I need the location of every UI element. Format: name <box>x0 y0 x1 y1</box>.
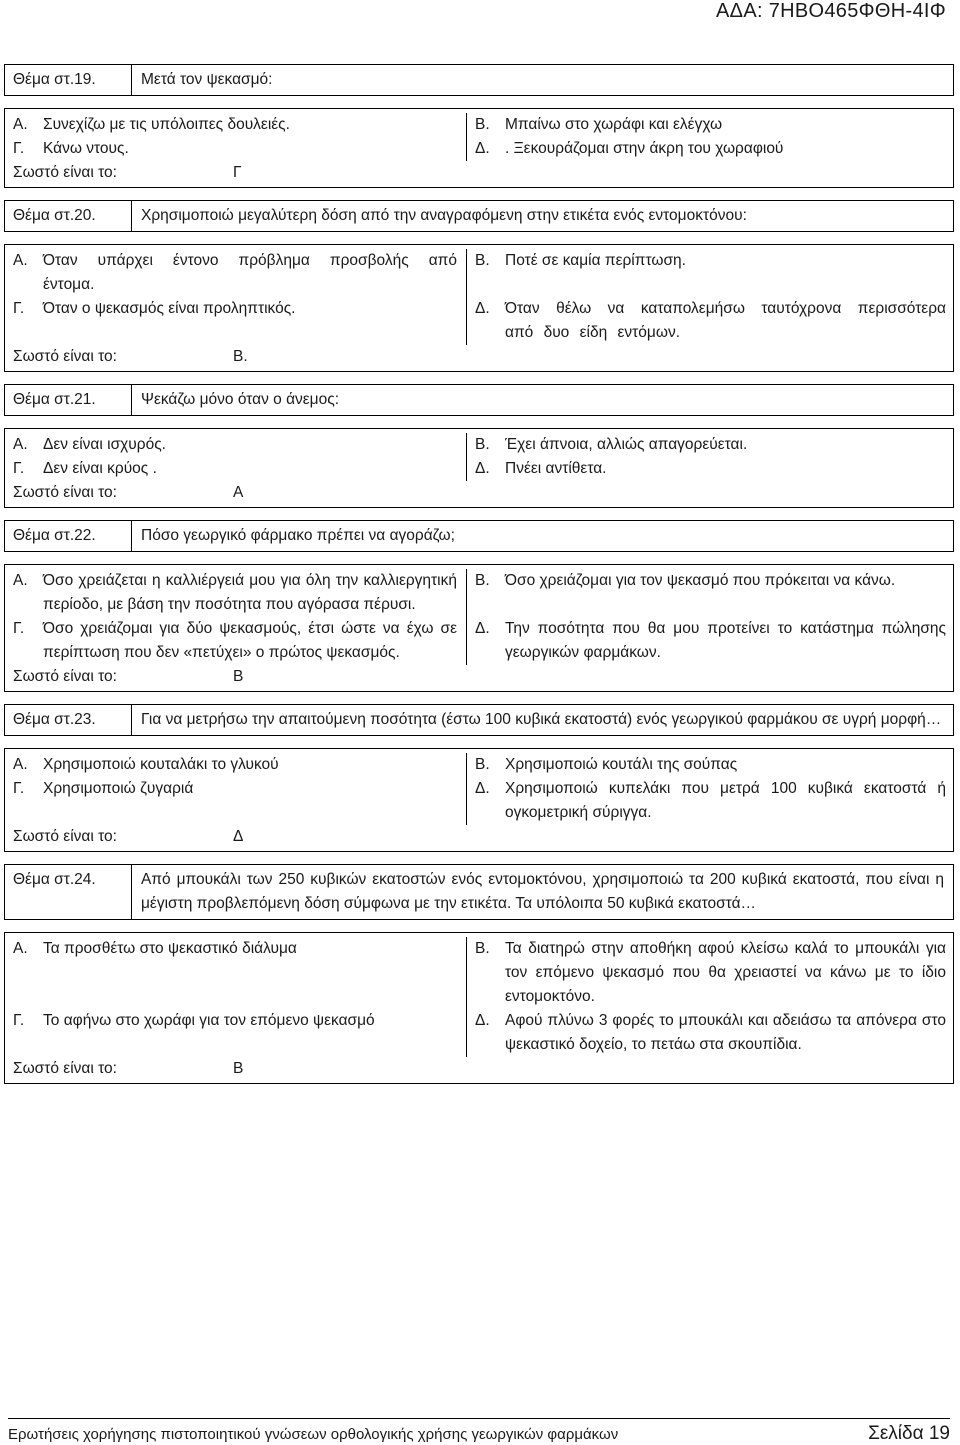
question-header-22 <box>5 521 954 552</box>
answer-row: Σωστό είναι το: Β. <box>5 345 953 369</box>
answer-value: Β <box>233 1060 244 1077</box>
option-c: Γ. Δεν είναι κρύος . <box>5 457 467 481</box>
option-b: Β. Όσο χρειάζομαι για τον ψεκασμό που πρόκειται να κάνω. <box>475 572 896 589</box>
option-b: Β. Μπαίνω στο χωράφι και ελέγχω <box>475 116 723 133</box>
option-b: Β. Έχει άπνοια, αλλιώς απαγορεύεται. <box>475 436 748 453</box>
option-a: Α. Τα προσθέτω στο ψεκαστικό διάλυμα <box>5 937 467 1009</box>
option-c: Γ. Κάνω ντους. <box>5 137 467 161</box>
ada-code: ΑΔΑ: 7ΗΒΟ465ΦΘΗ-4ΙΦ <box>716 0 946 22</box>
question-number: Θέμα στ.24. <box>5 865 132 920</box>
question-text: Από μπουκάλι των 250 κυβικών εκατοστών ενός εντομοκτόνου, χρησιμοποιώ τα 200 κυβικά εκατοστά, που είναι η μέγιστη προβλεπόμενη δόση σύμφωνα με την ετικέτα. Τα υπόλοιπα 50 κυβικά εκατοστά… <box>132 865 954 920</box>
footer-title: Ερωτήσεις χορήγησης πιστοποιητικού γνώσεων ορθολογικής χρήσης γεωργικών φαρμάκων <box>8 1426 619 1443</box>
question-text: Πόσο γεωργικό φάρμακο πρέπει να αγοράζω; <box>132 521 954 552</box>
question-header-21 <box>5 385 954 416</box>
question-number: Θέμα στ.19. <box>5 65 132 96</box>
option-c: Γ. Όσο χρειάζομαι για δύο ψεκασμούς, έτσι ώστε να έχω σε περίπτωση που δεν «πετύχει» ο πρώτος ψεκασμός. <box>5 617 467 665</box>
question-page <box>4 64 954 1084</box>
answer-row: Σωστό είναι το: Γ <box>5 161 953 185</box>
option-a: Α. Χρησιμοποιώ κουταλάκι το γλυκού <box>5 753 467 777</box>
question-text: Μετά τον ψεκασμό: <box>132 65 954 96</box>
question-number: Θέμα στ.23. <box>5 705 132 736</box>
option-a: Α. Συνεχίζω με τις υπόλοιπες δουλειές. <box>5 113 467 137</box>
question-options-21 <box>5 429 954 508</box>
option-c: Γ. Το αφήνω στο χωράφι για τον επόμενο ψεκασμό <box>5 1009 467 1057</box>
question-header-23 <box>5 705 954 736</box>
question-number: Θέμα στ.21. <box>5 385 132 416</box>
option-d: Δ. Αφού πλύνω 3 φορές το μπουκάλι και αδειάσω τα απόνερα στο ψεκαστικό δοχείο, το πετάω στα σκουπίδια. <box>475 1012 946 1053</box>
question-text: Για να μετρήσω την απαιτούμενη ποσότητα (έστω 100 κυβικά εκατοστά) ενός γεωργικού φαρμάκου σε υγρή μορφή… <box>132 705 954 736</box>
question-options-22 <box>5 565 954 692</box>
answer-value: Β <box>233 668 244 685</box>
option-c: Γ. Χρησιμοποιώ ζυγαριά <box>5 777 467 825</box>
answer-value: Δ <box>233 828 244 845</box>
question-text: Χρησιμοποιώ μεγαλύτερη δόση από την αναγραφόμενη στην ετικέτα ενός εντομοκτόνου: <box>132 201 954 232</box>
option-d: Δ. Πνέει αντίθετα. <box>475 460 607 477</box>
option-b: Β. Τα διατηρώ στην αποθήκη αφού κλείσω καλά το μπουκάλι για τον επόμενο ψεκασμό που θα χρειαστεί να κάνω με το ίδιο εντομοκτόνο. <box>475 940 946 1005</box>
answer-row: Σωστό είναι το: Δ <box>5 825 953 849</box>
answer-row: Σωστό είναι το: Α <box>5 481 953 505</box>
option-c: Γ. Όταν ο ψεκασμός είναι προληπτικός. <box>5 297 467 345</box>
question-options-20 <box>5 245 954 372</box>
option-b: Β. Ποτέ σε καμία περίπτωση. <box>475 252 686 269</box>
option-a: Α. Όταν υπάρχει έντονο πρόβλημα προσβολής από έντομα. <box>5 249 467 297</box>
option-d: Δ. . Ξεκουράζομαι στην άκρη του χωραφιού <box>475 140 784 157</box>
question-header-24 <box>5 865 954 920</box>
answer-value: Β. <box>233 348 248 365</box>
question-header-19 <box>5 65 954 96</box>
page-footer <box>8 1418 950 1445</box>
option-a: Α. Όσο χρειάζεται η καλλιέργειά μου για όλη την καλλιεργητική περίοδο, με βάση την ποσότητα που αγόρασα πέρυσι. <box>5 569 467 617</box>
question-header-20 <box>5 201 954 232</box>
answer-row: Σωστό είναι το: Β <box>5 665 953 689</box>
question-number: Θέμα στ.20. <box>5 201 132 232</box>
option-d: Δ. Όταν θέλω να καταπολεμήσω ταυτόχρονα περισσότερα από δυο είδη εντόμων. <box>475 300 946 341</box>
answer-value: Α <box>233 484 244 501</box>
question-options-23 <box>5 749 954 852</box>
page-number: Σελίδα 19 <box>868 1423 950 1444</box>
option-b: Β. Χρησιμοποιώ κουτάλι της σούπας <box>475 756 738 773</box>
option-d: Δ. Χρησιμοποιώ κυπελάκι που μετρά 100 κυβικά εκατοστά ή ογκομετρική σύριγγα. <box>475 780 946 821</box>
question-text: Ψεκάζω μόνο όταν ο άνεμος: <box>132 385 954 416</box>
option-d: Δ. Την ποσότητα που θα μου προτείνει το κατάστημα πώλησης γεωργικών φαρμάκων. <box>475 620 946 661</box>
question-options-24 <box>5 933 954 1084</box>
question-table <box>4 64 954 1084</box>
question-options-19 <box>5 109 954 188</box>
answer-value: Γ <box>233 164 242 181</box>
question-number: Θέμα στ.22. <box>5 521 132 552</box>
option-a: Α. Δεν είναι ισχυρός. <box>5 433 467 457</box>
answer-row: Σωστό είναι το: Β <box>5 1057 953 1081</box>
